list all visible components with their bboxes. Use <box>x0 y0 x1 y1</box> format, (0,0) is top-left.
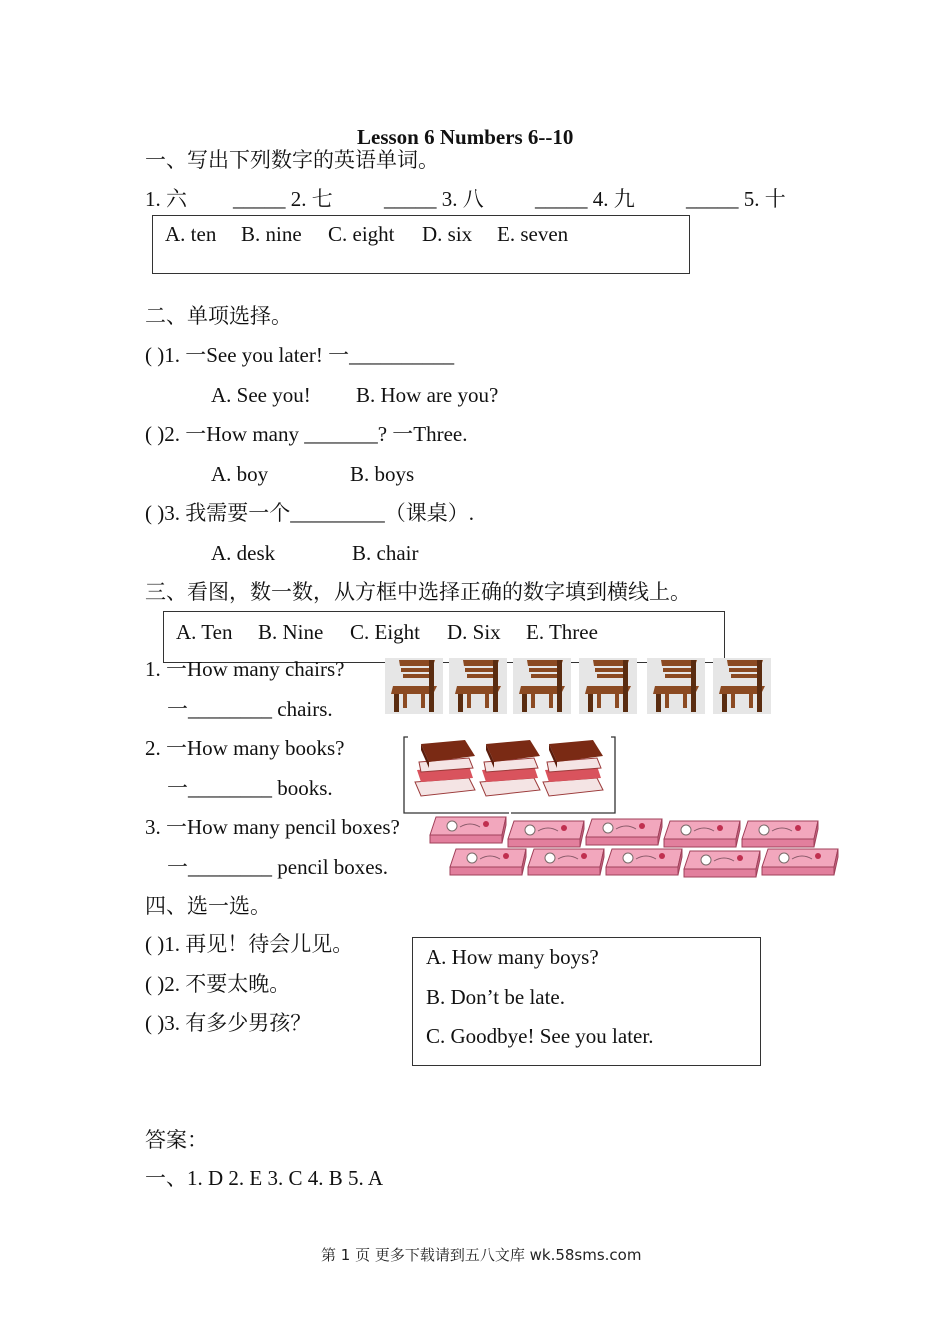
s1-item-3: _____ 3. 八 <box>384 187 484 211</box>
s2-q1-option-b: B. How are you? <box>356 383 499 407</box>
s4-option-a: A. How many boys? <box>426 945 599 969</box>
pencil-box-icon <box>606 849 682 875</box>
s2-q2-option-a: A. boy <box>211 462 269 486</box>
chair-icon <box>647 658 705 714</box>
s3-answer-2: 一________ books. <box>167 776 333 800</box>
s2-question-2: ( )2. 一How many _______? 一Three. <box>145 422 468 446</box>
s3-option-d: D. Six <box>447 620 501 644</box>
s3-question-3: 3. 一How many pencil boxes? <box>145 815 400 839</box>
book-stack-icon <box>543 740 603 796</box>
answers-line-1: 一、1. D 2. E 3. C 4. B 5. A <box>145 1166 384 1190</box>
section-3-heading: 三、看图，数一数，从方框中选择正确的数字填到横线上。 <box>145 580 691 604</box>
s3-option-e: E. Three <box>526 620 598 644</box>
s1-item-1: 1. 六 <box>145 187 187 211</box>
s1-item-2: _____ 2. 七 <box>233 187 333 211</box>
chair-icon <box>713 658 771 714</box>
pencil-box-icon <box>684 851 760 877</box>
s3-option-c: C. Eight <box>350 620 421 644</box>
pencil-box-icon <box>586 819 662 845</box>
s4-item-3: ( )3. 有多少男孩？ <box>145 1011 312 1035</box>
s2-q1-option-a: A. See you! <box>211 383 311 407</box>
pencil-box-icon <box>508 821 584 847</box>
chairs-picture <box>385 656 775 716</box>
section-4-heading: 四、选一选。 <box>145 894 271 918</box>
s2-q2-option-b: B. boys <box>350 462 415 486</box>
s1-item-4: _____ 4. 九 <box>535 187 635 211</box>
s3-option-b: B. Nine <box>258 620 324 644</box>
s4-item-2: ( )2. 不要太晚。 <box>145 972 291 996</box>
pencil-box-icon <box>430 817 506 843</box>
chair-icon <box>449 658 507 714</box>
page-title: Lesson 6 Numbers 6--10 <box>357 125 574 149</box>
pencil-box-icon <box>762 849 838 875</box>
books-picture <box>403 735 617 815</box>
s1-options-box <box>152 215 690 274</box>
s2-question-1: ( )1. 一See you later! 一__________ <box>145 343 455 367</box>
s1-option-e: E. seven <box>497 222 569 246</box>
s3-answer-3: 一________ pencil boxes. <box>167 855 389 879</box>
s2-q3-option-a: A. desk <box>211 541 276 565</box>
s3-question-1: 1. 一How many chairs? <box>145 657 345 681</box>
s1-option-d: D. six <box>422 222 473 246</box>
s1-option-b: B. nine <box>241 222 302 246</box>
s4-options-box <box>412 937 761 1066</box>
chair-icon <box>385 658 443 714</box>
s3-question-2: 2. 一How many books? <box>145 736 345 760</box>
pencil-box-icon <box>528 849 604 875</box>
book-stack-icon <box>415 740 475 796</box>
s4-option-c: C. Goodbye! See you later. <box>426 1024 654 1048</box>
book-stack-icon <box>480 740 540 796</box>
s3-option-a: A. Ten <box>176 620 233 644</box>
chair-icon <box>579 658 637 714</box>
s4-item-1: ( )1. 再见！待会儿见。 <box>145 932 354 956</box>
pencil-box-icon <box>742 821 818 847</box>
answers-heading: 答案： <box>145 1128 208 1152</box>
section-2-heading: 二、单项选择。 <box>145 304 292 328</box>
page-footer: 第 1 页 更多下载请到五八文库 wk.58sms.com <box>321 1246 642 1264</box>
s2-question-3: ( )3. 我需要一个_________（课桌）. <box>145 501 474 525</box>
s1-option-a: A. ten <box>165 222 217 246</box>
section-1-heading: 一、写出下列数字的英语单词。 <box>145 148 439 172</box>
s4-option-b: B. Don’t be late. <box>426 985 566 1009</box>
s3-answer-1: 一________ chairs. <box>167 697 333 721</box>
pencil-boxes-picture <box>430 815 842 879</box>
s1-option-c: C. eight <box>328 222 395 246</box>
s1-item-5: _____ 5. 十 <box>686 187 786 211</box>
chair-icon <box>513 658 571 714</box>
pencil-box-icon <box>450 849 526 875</box>
s2-q3-option-b: B. chair <box>352 541 419 565</box>
pencil-box-icon <box>664 821 740 847</box>
